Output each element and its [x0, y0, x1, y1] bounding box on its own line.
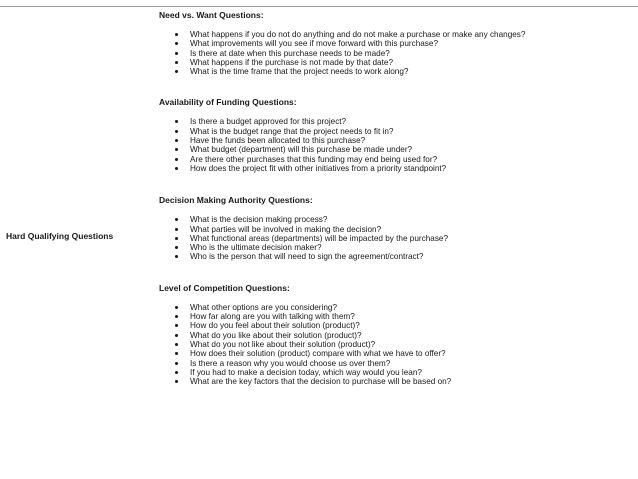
list-item — [159, 117, 629, 126]
question-text: What functional areas (departments) will be impacted by the purchase? — [190, 233, 449, 243]
list-item — [159, 243, 629, 252]
question-text: What budget (department) will this purchase be made under? — [190, 145, 413, 155]
bullet-icon — [175, 352, 178, 355]
question-list — [159, 30, 629, 76]
bullet-icon — [175, 362, 178, 365]
list-item — [159, 164, 629, 173]
list-item — [159, 359, 629, 368]
list-item — [159, 49, 629, 58]
bullet-icon — [175, 167, 178, 170]
bullet-icon — [175, 61, 178, 64]
list-item — [159, 303, 629, 312]
question-text: Is there at date when this purchase needs to be made? — [190, 48, 390, 58]
question-text: What happens if the purchase is not made by that date? — [190, 57, 393, 67]
list-item — [159, 127, 629, 136]
question-text: What happens if you do not do anything and do not make a purchase or make any changes? — [190, 30, 526, 39]
question-text: Is there a reason why you would choose us over them? — [190, 358, 391, 368]
question-text: What are the key factors that the decision to purchase will be based on? — [190, 377, 452, 387]
section-need-vs-want — [159, 9, 629, 76]
question-text: How do you feel about their solution (product)? — [190, 321, 360, 331]
question-text: If you had to make a decision today, which way would you lean? — [190, 367, 422, 377]
list-item — [159, 39, 629, 48]
question-text: How does the project fit with other initiatives from a priority standpoint? — [190, 163, 447, 173]
section-level-of-competition — [159, 282, 629, 387]
question-text: What is the budget range that the project needs to fit in? — [190, 126, 394, 136]
list-item — [159, 234, 629, 243]
question-text: What is the time frame that the project needs to work along? — [190, 67, 409, 77]
list-item — [159, 340, 629, 349]
bullet-icon — [175, 148, 178, 151]
bullet-icon — [175, 371, 178, 374]
question-text: What do you not like about their solution (product)? — [190, 339, 376, 349]
list-item — [159, 331, 629, 340]
bullet-icon — [175, 228, 178, 231]
question-text: Are there other purchases that this funding may end being used for? — [190, 154, 438, 164]
bullet-icon — [175, 52, 178, 55]
question-text: How does their solution (product) compare with what we have to offer? — [190, 349, 446, 359]
row-label-hard-qualifying-questions: Hard Qualifying Questions — [6, 231, 114, 241]
section-availability-of-funding — [159, 96, 629, 173]
bullet-icon — [175, 33, 178, 36]
question-text: How far along are you with talking with them? — [190, 312, 355, 322]
question-text: Is there a budget approved for this project? — [190, 117, 347, 127]
bullet-icon — [175, 315, 178, 318]
question-text: Who is the person that will need to sign the agreement/contract? — [190, 252, 424, 262]
section-title: Level of Competition Questions: — [159, 282, 290, 293]
list-item — [159, 312, 629, 321]
question-text: What parties will be involved in making the decision? — [190, 224, 382, 234]
list-item — [159, 145, 629, 154]
list-item — [159, 67, 629, 76]
question-list — [159, 303, 629, 387]
question-text: Have the funds been allocated to this purchase? — [190, 136, 366, 146]
list-item — [159, 155, 629, 164]
section-decision-making-authority — [159, 194, 629, 261]
bullet-icon — [175, 343, 178, 346]
bullet-icon — [175, 380, 178, 383]
top-divider — [0, 6, 638, 7]
section-title: Availability of Funding Questions: — [159, 97, 297, 108]
question-list — [159, 117, 629, 173]
bullet-icon — [175, 306, 178, 309]
list-item — [159, 349, 629, 358]
bullet-icon — [175, 70, 178, 73]
bullet-icon — [175, 130, 178, 133]
bullet-icon — [175, 334, 178, 337]
bullet-icon — [175, 324, 178, 327]
bullet-icon — [175, 158, 178, 161]
list-item — [159, 136, 629, 145]
bullet-icon — [175, 246, 178, 249]
bullet-icon — [175, 255, 178, 258]
question-text: What do you like about their solution (product)? — [190, 330, 362, 340]
list-item — [159, 252, 629, 261]
list-item — [159, 368, 629, 377]
bullet-icon — [175, 42, 178, 45]
bullet-icon — [175, 120, 178, 123]
list-item — [159, 225, 629, 234]
question-text: What other options are you considering? — [190, 302, 338, 312]
list-item — [159, 30, 629, 39]
questions-column — [159, 9, 629, 386]
section-title: Decision Making Authority Questions: — [159, 195, 313, 206]
list-item — [159, 215, 629, 224]
bullet-icon — [175, 218, 178, 221]
list-item — [159, 58, 629, 67]
section-title: Need vs. Want Questions: — [159, 10, 264, 20]
question-text: What is the decision making process? — [190, 215, 328, 225]
question-text: What improvements will you see if move forward with this purchase? — [190, 39, 438, 49]
question-list — [159, 215, 629, 261]
list-item — [159, 377, 629, 386]
list-item — [159, 321, 629, 330]
question-text: Who is the ultimate decision maker? — [190, 243, 322, 253]
bullet-icon — [175, 139, 178, 142]
bullet-icon — [175, 237, 178, 240]
